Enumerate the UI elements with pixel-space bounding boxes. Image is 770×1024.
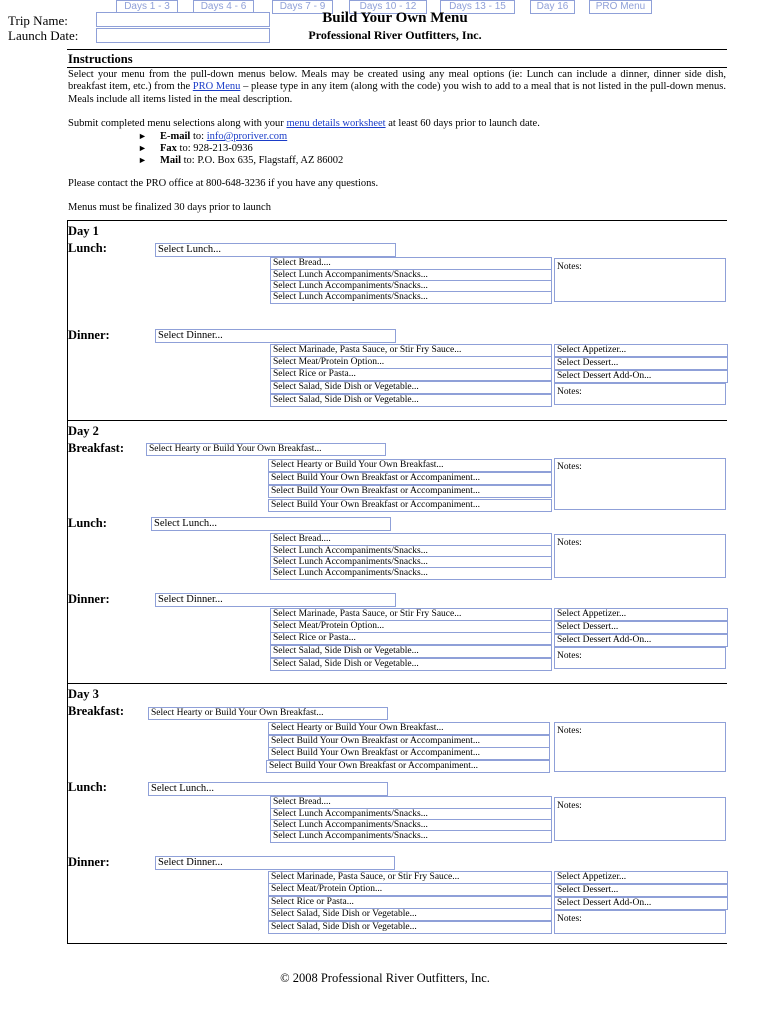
day1-lunch-acc-select[interactable]: Select Lunch Accompaniments/Snacks... bbox=[270, 291, 552, 304]
day3-title: Day 3 bbox=[68, 687, 99, 701]
day3-dessert-addon-select[interactable]: Select Dessert Add-On... bbox=[554, 897, 728, 910]
day1-bread-select[interactable]: Select Bread.... bbox=[270, 257, 552, 270]
day1-dinner-select[interactable]: Select Dinner... bbox=[155, 329, 396, 343]
day3-lunch-select[interactable]: Select Lunch... bbox=[148, 782, 388, 796]
day3-bk-acc-select[interactable]: Select Build Your Own Breakfast or Accompaniment... bbox=[268, 735, 550, 748]
day2-bk-acc-select[interactable]: Select Build Your Own Breakfast or Accompaniment... bbox=[268, 485, 552, 498]
day2-bk-acc-select[interactable]: Select Build Your Own Breakfast or Accompaniment... bbox=[268, 472, 552, 485]
tab-days-1-3[interactable]: Days 1 - 3 bbox=[116, 0, 178, 14]
divider bbox=[67, 49, 727, 50]
tab-days-13-15[interactable]: Days 13 - 15 bbox=[440, 0, 515, 14]
day2-bk-hearty-select[interactable]: Select Hearty or Build Your Own Breakfast... bbox=[268, 459, 552, 472]
page-title: Build Your Own Menu bbox=[322, 10, 468, 26]
divider bbox=[67, 683, 727, 684]
day2-breakfast-label: Breakfast: bbox=[68, 441, 125, 455]
day3-bread-select[interactable]: Select Bread.... bbox=[270, 796, 552, 809]
day3-lunch-notes[interactable]: Notes: bbox=[554, 797, 726, 841]
bullet-arrow-icon: ► bbox=[138, 143, 147, 153]
day2-breakfast-notes[interactable]: Notes: bbox=[554, 458, 726, 510]
day2-breakfast-select[interactable]: Select Hearty or Build Your Own Breakfast... bbox=[146, 443, 386, 456]
day3-dinner-label: Dinner: bbox=[68, 855, 110, 869]
day3-bk-hearty-select[interactable]: Select Hearty or Build Your Own Breakfast... bbox=[268, 722, 550, 735]
day2-dinner-select[interactable]: Select Dinner... bbox=[155, 593, 396, 607]
day2-lunch-select[interactable]: Select Lunch... bbox=[151, 517, 391, 531]
submit-paragraph: Submit completed menu selections along with your menu details worksheet at least 60 days prior to launch date. bbox=[68, 118, 540, 129]
launch-date-label: Launch Date: bbox=[8, 28, 79, 43]
day1-lunch-label: Lunch: bbox=[68, 241, 107, 255]
day1-lunch-notes[interactable]: Notes: bbox=[554, 258, 726, 302]
day3-lunch-acc-select[interactable]: Select Lunch Accompaniments/Snacks... bbox=[270, 819, 552, 832]
day2-dessert-addon-select[interactable]: Select Dessert Add-On... bbox=[554, 634, 728, 647]
day3-bk-acc-select[interactable]: Select Build Your Own Breakfast or Accompaniment... bbox=[266, 760, 550, 773]
day1-dinner-notes[interactable]: Notes: bbox=[554, 383, 726, 405]
pro-menu-link[interactable]: PRO Menu bbox=[192, 81, 241, 93]
day2-appetizer-select[interactable]: Select Appetizer... bbox=[554, 608, 728, 621]
divider bbox=[67, 420, 727, 421]
day3-rice-select[interactable]: Select Rice or Pasta... bbox=[268, 896, 552, 909]
day1-title: Day 1 bbox=[68, 224, 99, 238]
day2-lunch-acc-select[interactable]: Select Lunch Accompaniments/Snacks... bbox=[270, 567, 552, 580]
day3-appetizer-select[interactable]: Select Appetizer... bbox=[554, 871, 728, 884]
finalize-text: Menus must be finalized 30 days prior to launch bbox=[68, 202, 271, 213]
day2-salad-select[interactable]: Select Salad, Side Dish or Vegetable... bbox=[270, 645, 552, 658]
day2-lunch-notes[interactable]: Notes: bbox=[554, 534, 726, 578]
day1-dinner-label: Dinner: bbox=[68, 328, 110, 342]
day3-lunch-acc-select[interactable]: Select Lunch Accompaniments/Snacks... bbox=[270, 830, 552, 843]
day2-meat-select[interactable]: Select Meat/Protein Option... bbox=[270, 620, 552, 633]
tab-days-7-9[interactable]: Days 7 - 9 bbox=[272, 0, 333, 14]
divider bbox=[67, 67, 727, 68]
day2-lunch-acc-select[interactable]: Select Lunch Accompaniments/Snacks... bbox=[270, 545, 552, 558]
day1-rice-select[interactable]: Select Rice or Pasta... bbox=[270, 368, 552, 381]
day1-appetizer-select[interactable]: Select Appetizer... bbox=[554, 344, 728, 357]
email-link[interactable]: info@proriver.com bbox=[206, 131, 288, 142]
day1-lunch-select[interactable]: Select Lunch... bbox=[155, 243, 396, 257]
fax-item: ► Fax to: 928-213-0936 bbox=[138, 143, 253, 154]
day3-breakfast-label: Breakfast: bbox=[68, 704, 125, 718]
bullet-arrow-icon: ► bbox=[138, 155, 147, 165]
day1-marinade-select[interactable]: Select Marinade, Pasta Sauce, or Stir Fry Sauce... bbox=[270, 344, 552, 357]
day1-lunch-acc-select[interactable]: Select Lunch Accompaniments/Snacks... bbox=[270, 280, 552, 293]
mail-item: ► Mail to: P.O. Box 635, Flagstaff, AZ 86002 bbox=[138, 155, 344, 166]
footer-copyright: © 2008 Professional River Outfitters, Inc. bbox=[280, 971, 490, 985]
day1-dessert-addon-select[interactable]: Select Dessert Add-On... bbox=[554, 370, 728, 383]
day3-breakfast-notes[interactable]: Notes: bbox=[554, 722, 726, 772]
day2-dinner-notes[interactable]: Notes: bbox=[554, 647, 726, 669]
day2-bk-acc-select[interactable]: Select Build Your Own Breakfast or Accompaniment... bbox=[268, 499, 552, 512]
day3-dinner-select[interactable]: Select Dinner... bbox=[155, 856, 395, 870]
day3-breakfast-select[interactable]: Select Hearty or Build Your Own Breakfast... bbox=[148, 707, 388, 720]
day2-title: Day 2 bbox=[68, 424, 99, 438]
day3-meat-select[interactable]: Select Meat/Protein Option... bbox=[268, 883, 552, 896]
day2-salad-select[interactable]: Select Salad, Side Dish or Vegetable... bbox=[270, 658, 552, 671]
divider bbox=[67, 220, 727, 221]
tab-day-16[interactable]: Day 16 bbox=[530, 0, 575, 14]
email-item: ► E-mail to: info@proriver.com bbox=[138, 131, 288, 142]
menu-details-worksheet-link[interactable]: menu details worksheet bbox=[286, 118, 386, 129]
trip-name-label: Trip Name: bbox=[8, 13, 68, 28]
day2-lunch-acc-select[interactable]: Select Lunch Accompaniments/Snacks... bbox=[270, 556, 552, 569]
divider bbox=[67, 943, 727, 944]
day3-salad-select[interactable]: Select Salad, Side Dish or Vegetable... bbox=[268, 908, 552, 921]
day3-bk-acc-select[interactable]: Select Build Your Own Breakfast or Accompaniment... bbox=[268, 747, 550, 760]
day2-dinner-label: Dinner: bbox=[68, 592, 110, 606]
tab-days-4-6[interactable]: Days 4 - 6 bbox=[193, 0, 254, 14]
instructions-heading: Instructions bbox=[68, 52, 133, 66]
day3-dinner-notes[interactable]: Notes: bbox=[554, 910, 726, 934]
day2-lunch-label: Lunch: bbox=[68, 516, 107, 530]
day2-rice-select[interactable]: Select Rice or Pasta... bbox=[270, 632, 552, 645]
day1-meat-select[interactable]: Select Meat/Protein Option... bbox=[270, 356, 552, 369]
day2-marinade-select[interactable]: Select Marinade, Pasta Sauce, or Stir Fry Sauce... bbox=[270, 608, 552, 621]
day1-dessert-select[interactable]: Select Dessert... bbox=[554, 357, 728, 370]
day3-lunch-label: Lunch: bbox=[68, 780, 107, 794]
contact-text: Please contact the PRO office at 800-648-3236 if you have any questions. bbox=[68, 178, 379, 189]
day3-lunch-acc-select[interactable]: Select Lunch Accompaniments/Snacks... bbox=[270, 808, 552, 821]
page-subtitle: Professional River Outfitters, Inc. bbox=[308, 28, 482, 42]
day2-left-border bbox=[67, 420, 68, 683]
day1-lunch-acc-select[interactable]: Select Lunch Accompaniments/Snacks... bbox=[270, 269, 552, 282]
day2-bread-select[interactable]: Select Bread.... bbox=[270, 533, 552, 546]
trip-name-field[interactable] bbox=[96, 12, 270, 27]
tab-days-10-12[interactable]: Days 10 - 12 bbox=[349, 0, 427, 14]
day3-marinade-select[interactable]: Select Marinade, Pasta Sauce, or Stir Fry Sauce... bbox=[268, 871, 552, 884]
instructions-paragraph: Select your menu from the pull-down menus below. Meals may be created using any meal options (ie: Lunch can include a dinner, dinner side dish, breakfast item, etc.) from the PRO Menu – please type in any item (along with the code) you wish to add to a meal that is not listed in the pull-down menus. Meals include all items listed in the meal description. bbox=[68, 69, 726, 105]
bullet-arrow-icon: ► bbox=[138, 131, 147, 141]
day1-salad-select[interactable]: Select Salad, Side Dish or Vegetable... bbox=[270, 394, 552, 407]
day3-dessert-select[interactable]: Select Dessert... bbox=[554, 884, 728, 897]
day3-salad-select[interactable]: Select Salad, Side Dish or Vegetable... bbox=[268, 921, 552, 934]
launch-date-field[interactable] bbox=[96, 28, 270, 43]
day3-left-border bbox=[67, 683, 68, 943]
day1-salad-select[interactable]: Select Salad, Side Dish or Vegetable... bbox=[270, 381, 552, 394]
tab-pro-menu[interactable]: PRO Menu bbox=[589, 0, 652, 14]
day2-dessert-select[interactable]: Select Dessert... bbox=[554, 621, 728, 634]
